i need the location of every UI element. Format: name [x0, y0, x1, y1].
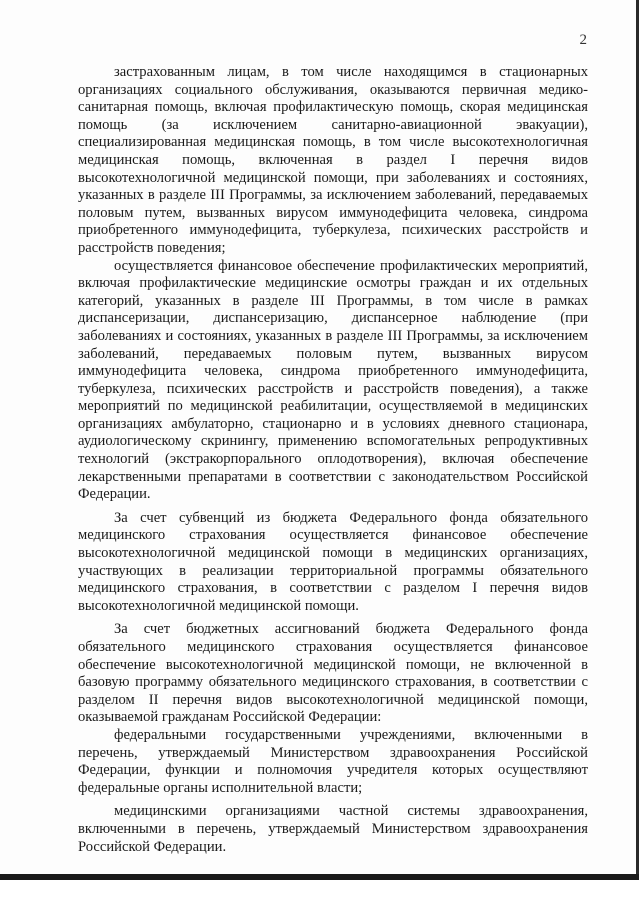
- scan-margin-bottom: [0, 880, 639, 905]
- paragraph-subventions: За счет субвенций из бюджета Федерального фонда обязательного медицинского страхования осуществляется финансовое обеспечение высокотехнологичной медицинской помощи в медицинских организациях, участвующих в реализации территориальной программы обязательного медицинского страхования, в соответствии с разделом I перечня видов высокотехнологичной медицинской помощи.: [78, 509, 588, 614]
- page-number: 2: [579, 32, 587, 48]
- document-body: [78, 64, 588, 856]
- paragraph-private-organizations: медицинскими организациями частной системы здравоохранения, включенными в перечень, утверждаемый Министерством здравоохранения Российской Федерации.: [78, 803, 588, 855]
- paragraph-federal-institutions: федеральными государственными учреждениями, включенными в перечень, утверждаемый Министерством здравоохранения Российской Федерации, функции и полномочия учредителя которых осуществляют федеральные органы исполнительной власти;: [78, 726, 588, 796]
- paragraph-insured-persons: застрахованным лицам, в том числе находящимся в стационарных организациях социального обслуживания, оказываются первичная медико-санитарная помощь, включая профилактическую помощь, скорая медицинская помощь (за исключением санитарно-авиационной эвакуации), специализированная медицинская помощь, в том числе высокотехнологичная медицинская помощь, включенная в раздел I перечня видов высокотехнологичной медицинской помощи, при заболеваниях и состояниях, указанных в разделе III Программы, за исключением заболеваний, передаваемых половым путем, вызванных вирусом иммунодефицита человека, синдрома приобретенного иммунодефицита, туберкулеза, психических расстройств и расстройств поведения;: [78, 64, 588, 256]
- paragraph-preventive-measures: осуществляется финансовое обеспечение профилактических мероприятий, включая профилактические медицинские осмотры граждан и их отдельных категорий, указанных в разделе III Программы, в том числе в рамках диспансеризации, диспансеризацию, диспансерное наблюдение (при заболеваниях и состояниях, указанных в разделе III Программы, за исключением заболеваний, передаваемых половым путем, вызванных вирусом иммунодефицита человека, синдрома приобретенного иммунодефицита, туберкулеза, психических расстройств и расстройств поведения), а также мероприятий по медицинской реабилитации, осуществляемой в медицинских организациях амбулаторно, стационарно и в условиях дневного стационара, аудиологическому скринингу, применению вспомогательных репродуктивных технологий (экстракорпорального оплодотворения), включая обеспечение лекарственными препаратами в соответствии с законодательством Российской Федерации.: [78, 257, 588, 503]
- paragraph-budget-allocations: За счет бюджетных ассигнований бюджета Федерального фонда обязательного медицинского страхования осуществляется финансовое обеспечение высокотехнологичной медицинской помощи, не включенной в базовую программу обязательного медицинского страхования, в соответствии с разделом II перечня видов высокотехнологичной медицинской помощи, оказываемой гражданам Российской Федерации:: [78, 621, 588, 726]
